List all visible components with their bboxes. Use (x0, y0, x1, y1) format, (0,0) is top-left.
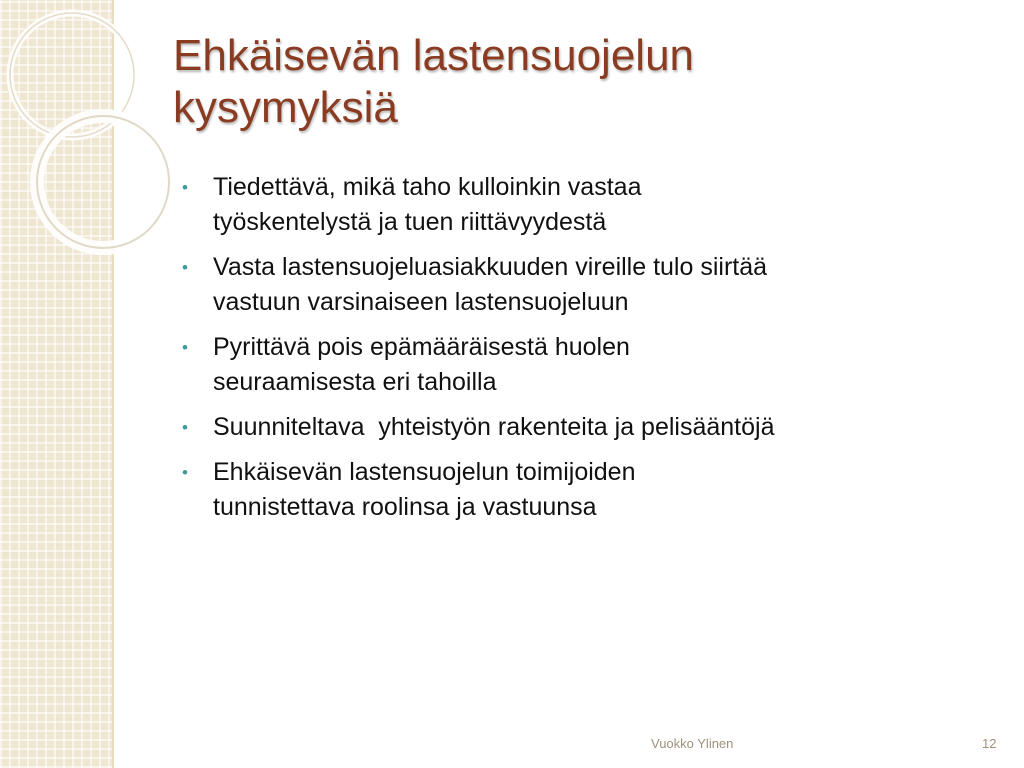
bullet-list (180, 170, 990, 535)
bullet-item (180, 330, 990, 400)
footer-page-number: 12 (982, 736, 997, 751)
title-line-2: kysymyksiä (173, 83, 398, 132)
bullet-marker-icon: • (182, 258, 188, 277)
bullet-text-line: työskentelystä ja tuen riittävyydestä (213, 208, 607, 236)
bullet-marker-icon: • (182, 178, 188, 197)
bullet-text-line: Vasta lastensuojeluasiakkuuden vireille tulo siirtää (213, 253, 768, 281)
bullet-marker-icon: • (182, 463, 188, 482)
bullet-text-line: Tiedettävä, mikä taho kulloinkin vastaa (213, 173, 642, 201)
bullet-item (180, 170, 990, 240)
slide-title (173, 30, 973, 134)
bullet-text-line: seuraamisesta eri tahoilla (213, 368, 497, 396)
footer-author: Vuokko Ylinen (651, 736, 734, 751)
bullet-item (180, 455, 990, 525)
title-line-1: Ehkäisevän lastensuojelun (173, 31, 695, 80)
bullet-text-line: vastuun varsinaiseen lastensuojeluun (213, 288, 629, 316)
bullet-text-line: tunnistettava roolinsa ja vastuunsa (213, 493, 597, 521)
bullet-marker-icon: • (182, 338, 188, 357)
bullet-marker-icon: • (182, 418, 188, 437)
decorative-rings-icon (0, 0, 180, 260)
bullet-text-line: Pyrittävä pois epämääräisestä huolen (213, 333, 630, 361)
bullet-item (180, 410, 990, 445)
bullet-item (180, 250, 990, 320)
bullet-text-line: Suunniteltava yhteistyön rakenteita ja pelisääntöjä (213, 413, 775, 441)
bullet-text-line: Ehkäisevän lastensuojelun toimijoiden (213, 458, 636, 486)
